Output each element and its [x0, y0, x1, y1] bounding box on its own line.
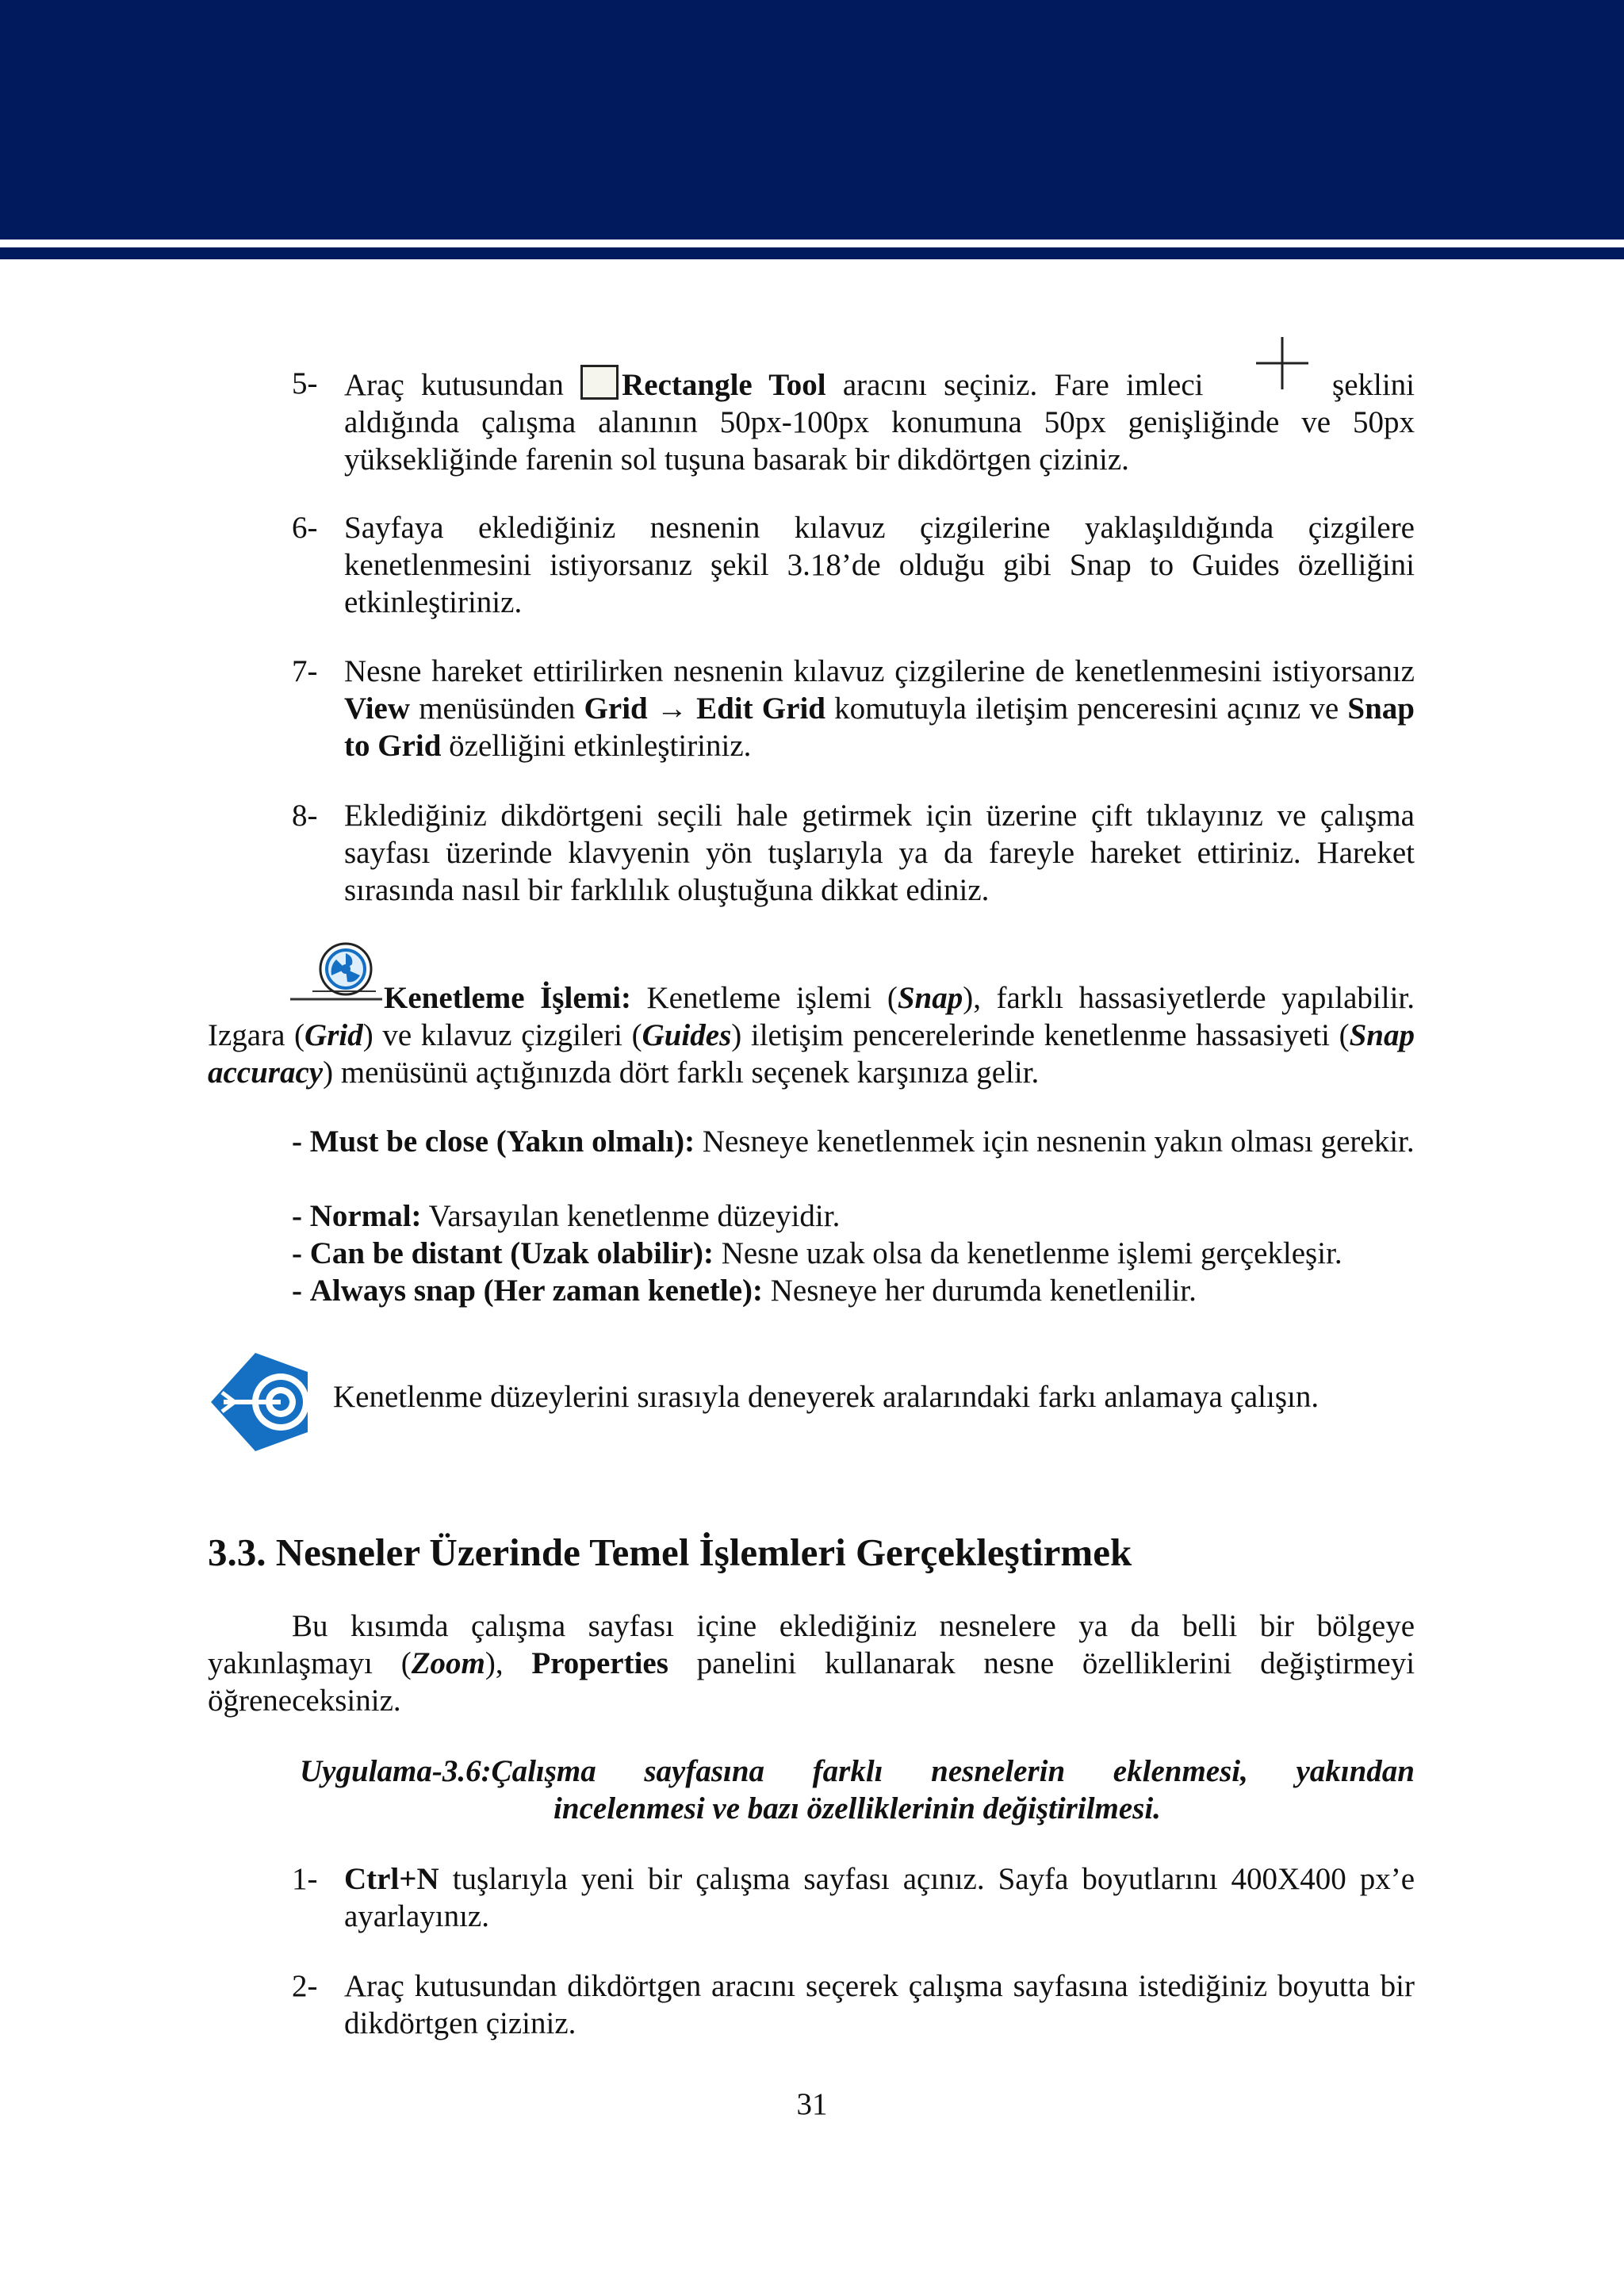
step-number: 2-: [292, 1969, 318, 2003]
step-8-text: Eklediğiniz dikdörtgeni seçili hale getirmek için üzerine çift tıklayınız ve çalışma sayfası üzerinde klavyenin yön tuşlarıyla ya da fareyle hareket ettiriniz. Hareket sırasında nasıl bir farklılık oluştuğuna dikkat ediniz.: [344, 799, 1415, 907]
rectangle-tool-icon: [580, 365, 619, 400]
snap-option-item: - Can be distant (Uzak olabilir): Nesne uzak olsa da kenetlenme işlemi gerçekleşir.: [292, 1236, 1342, 1270]
page-number: 31: [796, 2087, 828, 2121]
arrow-glyph: →: [656, 692, 688, 726]
app-step-1-text: Ctrl+N tuşlarıyla yeni bir çalışma sayfası açınız. Sayfa boyutlarını 400X400 px’e ayarlayınız.: [344, 1862, 1415, 1933]
header-rule: [0, 247, 1624, 259]
step-5-text: Araç kutusundan Rectangle Tool aracını seçiniz. Fare imleci şeklini aldığında çalışma alanının 50px-100px konumuna 50px genişliğinde ve 50px yüksekliğinde farenin sol tuşuna basarak bir dikdörtgen çiziniz.: [344, 365, 1415, 478]
application-title-line1: Uygulama-3.6:Çalışma sayfasına farklı nesnelerin eklenmesi, yakından: [300, 1754, 1415, 1788]
step-number: 5-: [292, 366, 318, 400]
section-paragraph: Bu kısımda çalışma sayfası içine eklediğiniz nesnelere ya da belli bir bölgeye yakınlaşmayı (Zoom), Properties panelini kullanarak nesne özelliklerini değiştirmeyi öğreneceksiniz.: [208, 1609, 1415, 1718]
application-title-line2: incelenmesi ve bazı özelliklerinin değiştirilmesi.: [553, 1791, 1161, 1826]
snap-note-paragraph: Kenetleme İşlemi: Kenetleme işlemi (Snap), farklı hassasiyetlerde yapılabilir. Izgara (Grid) ve kılavuz çizgileri (Guides) iletişim pencerelerinde kenetlenme hassasiyeti (Snap accuracy) menüsünü açtığınızda dört farklı seçenek karşınıza gelir.: [208, 981, 1415, 1090]
step-number: 6-: [292, 511, 318, 545]
step-6-text: Sayfaya eklediğiniz nesnenin kılavuz çizgilerine yaklaşıldığında çizgilere kenetlenmesini istiyorsanız şekil 3.18’de olduğu gibi Snap to Guides özelliğini etkinleştiriniz.: [344, 511, 1415, 619]
tip-text: Kenetlenme düzeylerini sırasıyla deneyerek aralarındaki farkı anlamaya çalışın.: [333, 1380, 1320, 1414]
step-number: 1-: [292, 1862, 318, 1896]
snap-option-item: - Normal: Varsayılan kenetlenme düzeyidir.: [292, 1199, 841, 1233]
snap-option-item: - Always snap (Her zaman kenetle): Nesneye her durumda kenetlenilir.: [292, 1274, 1197, 1308]
step-number: 7-: [292, 654, 318, 688]
snap-option-item: - Must be close (Yakın olmalı): Nesneye kenetlenmek için nesnenin yakın olması gerekir.: [292, 1124, 1415, 1159]
header-band: [0, 0, 1624, 239]
step-number: 8-: [292, 799, 318, 833]
crosshair-cursor-icon: [1254, 335, 1310, 391]
target-arrow-icon: [208, 1348, 311, 1455]
app-step-2-text: Araç kutusundan dikdörtgen aracını seçerek çalışma sayfasına istediğiniz boyutta bir dikdörtgen çiziniz.: [344, 1969, 1415, 2040]
section-heading: 3.3. Nesneler Üzerinde Temel İşlemleri Gerçekleştirmek: [208, 1531, 1132, 1574]
step-7-text: Nesne hareket ettirilirken nesnenin kılavuz çizgilerine de kenetlenmesini istiyorsanız View menüsünden Grid → Edit Grid komutuyla iletişim penceresini açınız ve Snap to Grid özelliğini etkinleştiriniz.: [344, 654, 1415, 763]
